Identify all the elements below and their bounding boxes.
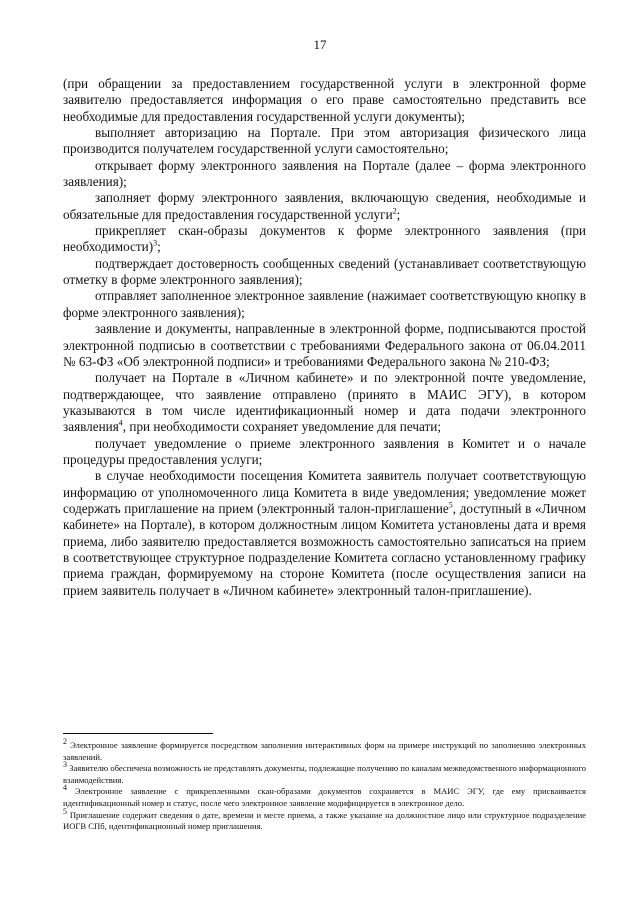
paragraph-11-text: в случае необходимости посещения Комитета заявитель получает соответствующую информацию от уполномоченного лица Комитета в виде уведомления; уведомление может содержать приглашение на прием (электронный талон-приглашение: [63, 468, 586, 516]
paragraph-4-tail: ;: [396, 206, 401, 222]
footnote-ref-4: 4: [118, 418, 123, 428]
paragraph-5-text: прикрепляет скан-образы документов к форме электронного заявления (при необходимости): [63, 223, 586, 255]
footnote-ref-3: 3: [153, 239, 158, 249]
footnote-3-text: Заявителю обеспечена возможность не представлять документы, подлежащие получению по каналам межведомственного информационного взаимодействия.: [63, 763, 586, 785]
paragraph-4: [63, 190, 586, 223]
paragraph-9: [63, 370, 586, 435]
footnote-5: [63, 806, 586, 833]
paragraph-1: (при обращении за предоставлением государственной услуги в электронной форме заявителю предоставляется информация о его праве самостоятельно представить все необходимые для предоставления государственной услуги документы);: [63, 76, 586, 124]
paragraph-5: [63, 223, 586, 256]
paragraph-10: получает уведомление о приеме электронного заявления в Комитет и о начале процедуры предоставления услуги;: [63, 435, 586, 467]
footnote-4-text: Электронное заявление с прикрепленными скан-образами документов сохраняется в МАИС ЭГУ, где ему присваивается идентификационный номер и статус, после чего электронное заявление модифицируется в электронное дело.: [63, 786, 586, 808]
footnote-mark-3: 3: [63, 760, 67, 770]
paragraph-8: заявление и документы, направленные в электронной форме, подписываются простой электронной подписью в соответствии с требованиями Федерального закона от 06.04.2011 № 63-ФЗ «Об электронной подписи» и требованиями Федерального закона № 210-ФЗ;: [63, 321, 586, 369]
footnote-2-text: Электронное заявление формируется посредством заполнения интерактивных форм на примере инструкций по заполнению электронных заявлений.: [63, 740, 586, 762]
paragraph-7: отправляет заполненное электронное заявление (нажимает соответствующую кнопку в форме электронного заявления);: [63, 288, 586, 320]
paragraph-9-tail: , при необходимости сохраняет уведомление для печати;: [122, 419, 441, 435]
paragraph-2: выполняет авторизацию на Портале. При этом авторизация физического лица производится получателем государственной услуги самостоятельно;: [63, 125, 586, 157]
footnote-5-text: Приглашение содержит сведения о дате, времени и месте приема, а также указание на должностное лицо или структурное подразделение ИОГВ СПб, идентификационный номер приглашения.: [63, 809, 586, 832]
footnote-mark-4: 4: [63, 783, 67, 793]
paragraph-3: открывает форму электронного заявления на Портале (далее – форма электронного заявления);: [63, 157, 586, 190]
footnote-2: [63, 737, 586, 763]
footnote-divider: [63, 733, 213, 734]
footnotes: [63, 737, 586, 833]
paragraph-11-tail: , доступный в «Личном кабинете» на Портале), в котором должностным лицом Комитета установлены дата и время приема, либо заявителю предоставляется возможность самостоятельно записаться на прием в соответствующее структурное подразделение Комитета согласно установленному графику приема граждан, формируемому на стороне Комитета (после осуществления записи на прием заявитель получает в «Личном кабинете» электронный талон-приглашение).: [63, 500, 586, 598]
page-number: 17: [313, 37, 327, 52]
footnote-ref-2: 2: [392, 206, 397, 216]
footnote-4: [63, 783, 586, 809]
paragraph-11: [63, 468, 586, 599]
paragraph-4-text: заполняет форму электронного заявления, включающую сведения, необходимые и обязательные для предоставления государственной услуги: [63, 190, 586, 222]
paragraph-6: подтверждает достоверность сообщенных сведений (устанавливает соответствующую отметку в форме электронного заявления);: [63, 255, 586, 288]
footnote-mark-5: 5: [63, 806, 67, 816]
body-text: [63, 76, 586, 599]
footnote-3: [63, 760, 586, 786]
paragraph-9-text: получает на Портале в «Личном кабинете» и по электронной почте уведомление, подтверждающее, что заявление отправлено (принято в МАИС ЭГУ), в котором указываются в том числе идентификационный номер и дата подачи электронного заявления: [63, 370, 586, 435]
footnote-mark-2: 2: [63, 737, 67, 747]
footnote-ref-5: 5: [448, 500, 453, 510]
paragraph-5-tail: ;: [157, 239, 161, 255]
